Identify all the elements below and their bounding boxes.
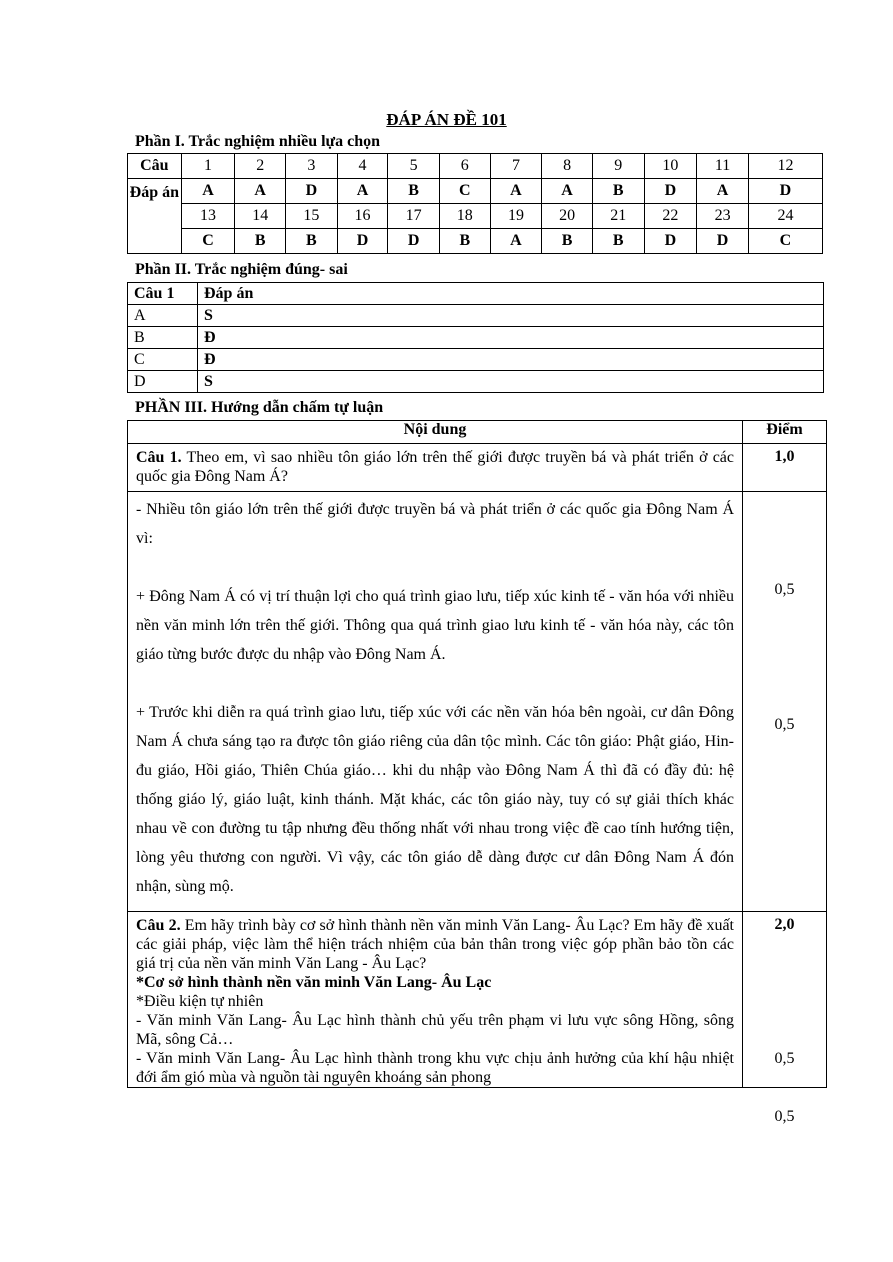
part3-heading: PHẦN III. Hướng dẫn chấm tự luận	[135, 399, 384, 416]
answer-cell: D	[697, 229, 749, 254]
question-number: 24	[748, 204, 822, 229]
question-number: 7	[490, 154, 542, 179]
answer-cell: A	[490, 229, 542, 254]
answer-cell: B	[235, 229, 286, 254]
question-points: 1,0	[743, 444, 827, 492]
question-label: Câu 2.	[136, 917, 181, 934]
answer-cell: A	[490, 179, 542, 204]
question-number: 6	[439, 154, 490, 179]
answer-cell: D	[388, 229, 440, 254]
col-points: Điểm	[743, 421, 827, 444]
answer-cell: C	[748, 229, 822, 254]
table-row	[128, 283, 824, 305]
question-number: 14	[235, 204, 286, 229]
part3-grading-table	[127, 420, 827, 1125]
table-row	[128, 327, 824, 349]
table-row	[128, 204, 823, 229]
answer-cell: B	[592, 179, 644, 204]
answer-points-cell	[743, 492, 827, 912]
document-title: ĐÁP ÁN ĐỀ 101	[386, 110, 507, 129]
question-number: 13	[181, 204, 235, 229]
answer-cell: D	[286, 179, 338, 204]
answer-cell: C	[181, 229, 235, 254]
table-row	[128, 229, 823, 254]
answer-point-1: + Đông Nam Á có vị trí thuận lợi cho quá trình giao lưu, tiếp xúc kinh tế - văn hóa với nhiều nền văn minh lớn trên thế giới. Thông qua quá trình giao lưu kinh tế - văn hóa này, các tôn giáo từng bước được du nhập vào Đông Nam Á.	[136, 588, 734, 663]
question-number: 3	[286, 154, 338, 179]
col-cau1: Câu 1	[128, 283, 198, 305]
answer-cell: D	[748, 179, 822, 204]
answer-point-2: + Trước khi diễn ra quá trình giao lưu, tiếp xúc với các nền văn hóa bên ngoài, cư dân Đông Nam Á chưa sáng tạo ra được tôn giáo riêng của dân tộc mình. Các tôn giáo: Phật giáo, Hin-đu giáo, Hồi giáo, Thiên Chúa giáo… khi du nhập vào Đông Nam Á thì đã có đầy đủ: hệ thống giáo lý, giáo luật, kinh thánh. Mặt khác, các tôn giáo này, tuy có sự giải thích khác nhau về con đường tu tập nhưng đều thống nhất với nhau trong việc đề cao tính hướng tiện, lòng yêu thương con người. Vì vậy, các tôn giáo dễ dàng được cư dân Đông Nam Á đón nhận, sùng mộ.	[136, 704, 734, 895]
col-content: Nội dung	[128, 421, 743, 444]
label-dap-an: Đáp án	[128, 179, 182, 254]
answer-cell: C	[439, 179, 490, 204]
question-1	[128, 444, 743, 492]
bullet-1: - Văn minh Văn Lang- Âu Lạc hình thành chủ yếu trên phạm vi lưu vực sông Hồng, sông Mã, sông Cả…	[136, 1012, 734, 1048]
answer-cell: B	[542, 229, 593, 254]
question-number: 11	[697, 154, 749, 179]
item-label: B	[128, 327, 198, 349]
question-number: 17	[388, 204, 440, 229]
question-points: 2,0	[774, 916, 795, 933]
answer-1	[128, 492, 743, 912]
table-row	[128, 154, 823, 179]
answer-cell: B	[388, 179, 440, 204]
part1-heading: Phần I. Trắc nghiệm nhiều lựa chọn	[135, 133, 381, 150]
table-row	[128, 912, 827, 1088]
answer-cell: A	[181, 179, 235, 204]
question-2-points-cell	[743, 912, 827, 1125]
part1-answer-table	[127, 153, 823, 254]
answer-cell: A	[337, 179, 388, 204]
table-row	[128, 421, 827, 444]
answer-cell: B	[439, 229, 490, 254]
table-row	[128, 305, 824, 327]
question-label: Câu 1.	[136, 449, 182, 466]
answer-cell: S	[198, 371, 824, 393]
question-number: 16	[337, 204, 388, 229]
question-number: 12	[748, 154, 822, 179]
point-value: 0,5	[774, 581, 795, 598]
question-number: 2	[235, 154, 286, 179]
question-number: 19	[490, 204, 542, 229]
answer-cell: A	[697, 179, 749, 204]
part2-answer-table	[127, 282, 824, 393]
question-number: 10	[644, 154, 697, 179]
subheading: *Cơ sở hình thành nền văn minh Văn Lang- Âu Lạc	[136, 974, 492, 991]
answer-cell: D	[644, 179, 697, 204]
answer-cell: A	[542, 179, 593, 204]
table-row	[128, 492, 827, 912]
answer-cell: Đ	[198, 327, 824, 349]
question-number: 22	[644, 204, 697, 229]
question-number: 9	[592, 154, 644, 179]
question-number: 8	[542, 154, 593, 179]
answer-cell: B	[592, 229, 644, 254]
subheading-natural: *Điều kiện tự nhiên	[136, 993, 264, 1010]
question-number: 5	[388, 154, 440, 179]
answer-cell: Đ	[198, 349, 824, 371]
part2-heading: Phần II. Trắc nghiệm đúng- sai	[135, 261, 348, 278]
table-row	[128, 444, 827, 492]
col-dap-an: Đáp án	[198, 283, 824, 305]
answer-cell: B	[286, 229, 338, 254]
table-row	[128, 179, 823, 204]
question-number: 20	[542, 204, 593, 229]
answer-cell: D	[644, 229, 697, 254]
point-value: 0,5	[774, 1050, 795, 1067]
table-row	[128, 371, 824, 393]
item-label: A	[128, 305, 198, 327]
question-number: 21	[592, 204, 644, 229]
question-number: 1	[181, 154, 235, 179]
answer-intro: - Nhiều tôn giáo lớn trên thế giới được truyền bá và phát triển ở các quốc gia Đông Nam Á vì:	[136, 501, 734, 547]
answer-cell: S	[198, 305, 824, 327]
item-label: D	[128, 371, 198, 393]
question-number: 23	[697, 204, 749, 229]
item-label: C	[128, 349, 198, 371]
answer-cell: A	[235, 179, 286, 204]
question-number: 15	[286, 204, 338, 229]
table-row	[128, 349, 824, 371]
question-number: 4	[337, 154, 388, 179]
question-2	[128, 912, 743, 1088]
question-text: Em hãy trình bày cơ sở hình thành nền văn minh Văn Lang- Âu Lạc? Em hãy đề xuất các giải pháp, việc làm thể hiện trách nhiệm của bản thân trong việc góp phần bảo tồn các giá trị của nền văn minh Văn Lang - Âu Lạc?	[136, 917, 734, 972]
point-value: 0,5	[774, 1108, 795, 1125]
bullet-2: - Văn minh Văn Lang- Âu Lạc hình thành trong khu vực chịu ảnh hưởng của khí hậu nhiệt đới ẩm gió mùa và nguồn tài nguyên khoáng sản phong	[136, 1050, 734, 1086]
point-value: 0,5	[774, 716, 795, 733]
question-text: Theo em, vì sao nhiều tôn giáo lớn trên thế giới được truyền bá và phát triển ở các quốc gia Đông Nam Á?	[136, 449, 735, 485]
answer-cell: D	[337, 229, 388, 254]
label-cau: Câu	[128, 154, 182, 179]
question-number: 18	[439, 204, 490, 229]
